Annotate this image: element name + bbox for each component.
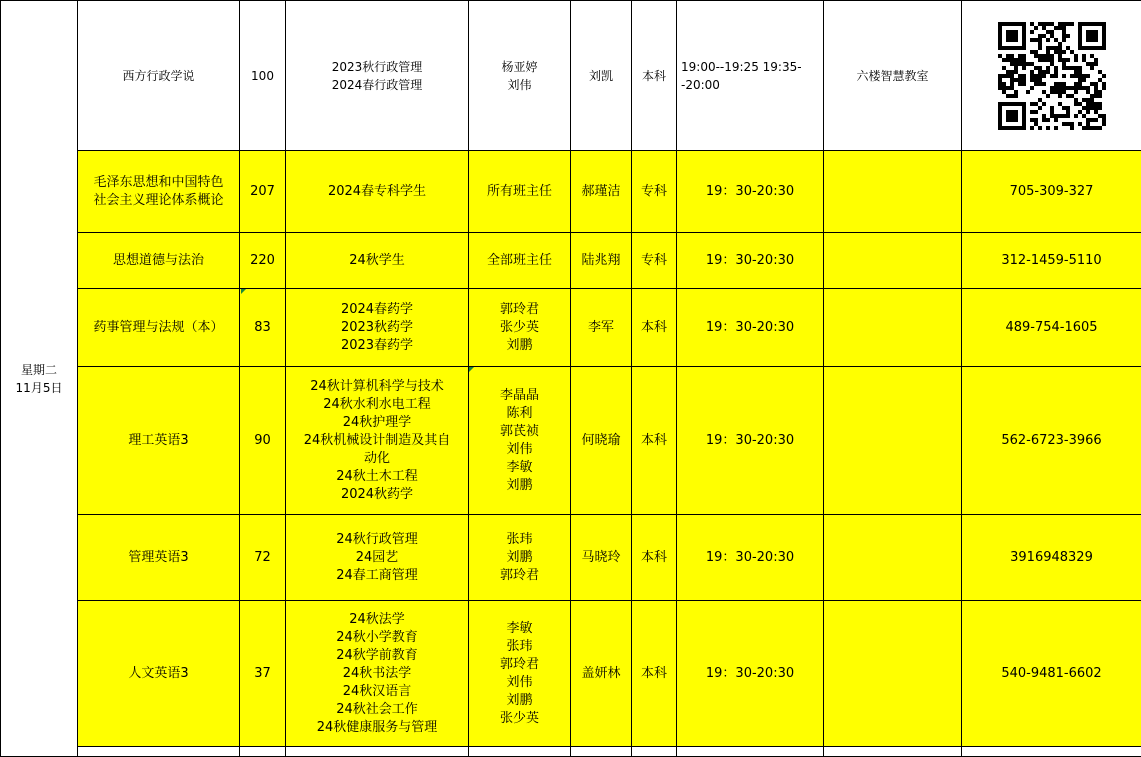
classes-cell: 2024春专科学生 xyxy=(286,151,469,233)
teachers-cell: 全部班主任 xyxy=(469,233,571,289)
empty-cell xyxy=(78,747,240,757)
empty-cell xyxy=(824,747,962,757)
table-row xyxy=(1,233,1141,289)
empty-cell xyxy=(240,747,286,757)
teachers-cell: 所有班主任 xyxy=(469,151,571,233)
classes-cell: 24秋法学 24秋小学教育 24秋学前教育 24秋书法学 24秋汉语言 24秋社会工作 24秋健康服务与管理 xyxy=(286,601,469,747)
empty-cell xyxy=(286,747,469,757)
table-row xyxy=(1,367,1141,515)
table-row-partial xyxy=(1,747,1141,757)
empty-cell xyxy=(962,747,1141,757)
time-cell: 19：30-20:30 xyxy=(677,233,824,289)
comment-marker-icon xyxy=(241,289,246,294)
level-cell: 本科 xyxy=(632,515,677,601)
comment-marker-icon xyxy=(469,367,474,372)
contact-cell: 540-9481-6602 xyxy=(962,601,1141,747)
time-cell: 19：30-20:30 xyxy=(677,151,824,233)
teachers-cell: 郭玲君 张少英 刘鹏 xyxy=(469,289,571,367)
table-row xyxy=(1,289,1141,367)
lecturer-cell: 何晓瑜 xyxy=(571,367,632,515)
qr-code-icon[interactable] xyxy=(998,22,1106,130)
lecturer-cell: 马晓玲 xyxy=(571,515,632,601)
empty-cell xyxy=(469,747,571,757)
count-cell: 72 xyxy=(240,515,286,601)
table-row xyxy=(1,601,1141,747)
classes-cell: 24秋学生 xyxy=(286,233,469,289)
contact-cell: 489-754-1605 xyxy=(962,289,1141,367)
lecturer-cell: 刘凯 xyxy=(571,1,632,151)
lecturer-cell: 李军 xyxy=(571,289,632,367)
room-cell: 六楼智慧教室 xyxy=(824,1,962,151)
count-cell: 220 xyxy=(240,233,286,289)
count-cell: 207 xyxy=(240,151,286,233)
level-cell: 专科 xyxy=(632,233,677,289)
course-cell: 思想道德与法治 xyxy=(78,233,240,289)
room-cell xyxy=(824,367,962,515)
table-row xyxy=(1,151,1141,233)
time-cell: 19：30-20:30 xyxy=(677,367,824,515)
count-cell: 90 xyxy=(240,367,286,515)
empty-cell xyxy=(632,747,677,757)
teachers-cell: 张玮 刘鹏 郭玲君 xyxy=(469,515,571,601)
lecturer-cell: 郝瑾洁 xyxy=(571,151,632,233)
classes-cell: 24秋计算机科学与技术 24秋水利水电工程 24秋护理学 24秋机械设计制造及其自 动化 24秋土木工程 2024秋药学 xyxy=(286,367,469,515)
level-cell: 本科 xyxy=(632,1,677,151)
course-cell: 毛泽东思想和中国特色 社会主义理论体系概论 xyxy=(78,151,240,233)
lecturer-cell: 盖妍林 xyxy=(571,601,632,747)
count-cell: 83 xyxy=(240,289,286,367)
empty-cell xyxy=(571,747,632,757)
time-cell: 19：30-20:30 xyxy=(677,601,824,747)
classes-cell: 2024春药学 2023秋药学 2023春药学 xyxy=(286,289,469,367)
course-cell: 管理英语3 xyxy=(78,515,240,601)
table-row xyxy=(1,1,1141,151)
classes-cell: 2023秋行政管理 2024春行政管理 xyxy=(286,1,469,151)
empty-cell xyxy=(677,747,824,757)
course-cell: 药事管理与法规（本） xyxy=(78,289,240,367)
room-cell xyxy=(824,601,962,747)
time-cell: 19:00--19:25 19:35- -20:00 xyxy=(677,1,824,151)
time-cell: 19：30-20:30 xyxy=(677,515,824,601)
time-cell: 19：30-20:30 xyxy=(677,289,824,367)
lecturer-cell: 陆兆翔 xyxy=(571,233,632,289)
qr-code-cell[interactable] xyxy=(962,1,1141,151)
day-cell: 星期二 11月5日 xyxy=(1,1,78,757)
level-cell: 本科 xyxy=(632,601,677,747)
count-cell: 37 xyxy=(240,601,286,747)
room-cell xyxy=(824,233,962,289)
contact-cell: 312-1459-5110 xyxy=(962,233,1141,289)
teachers-cell: 李晶晶 陈利 郭芪祯 刘伟 李敏 刘鹏 xyxy=(469,367,571,515)
count-cell: 100 xyxy=(240,1,286,151)
room-cell xyxy=(824,289,962,367)
level-cell: 本科 xyxy=(632,367,677,515)
room-cell xyxy=(824,515,962,601)
room-cell xyxy=(824,151,962,233)
contact-cell: 705-309-327 xyxy=(962,151,1141,233)
course-cell: 人文英语3 xyxy=(78,601,240,747)
course-cell: 西方行政学说 xyxy=(78,1,240,151)
course-cell: 理工英语3 xyxy=(78,367,240,515)
classes-cell: 24秋行政管理 24园艺 24春工商管理 xyxy=(286,515,469,601)
contact-cell: 3916948329 xyxy=(962,515,1141,601)
contact-cell: 562-6723-3966 xyxy=(962,367,1141,515)
table-row xyxy=(1,515,1141,601)
level-cell: 专科 xyxy=(632,151,677,233)
teachers-cell: 李敏 张玮 郭玲君 刘伟 刘鹏 张少英 xyxy=(469,601,571,747)
level-cell: 本科 xyxy=(632,289,677,367)
teachers-cell: 杨亚婷 刘伟 xyxy=(469,1,571,151)
